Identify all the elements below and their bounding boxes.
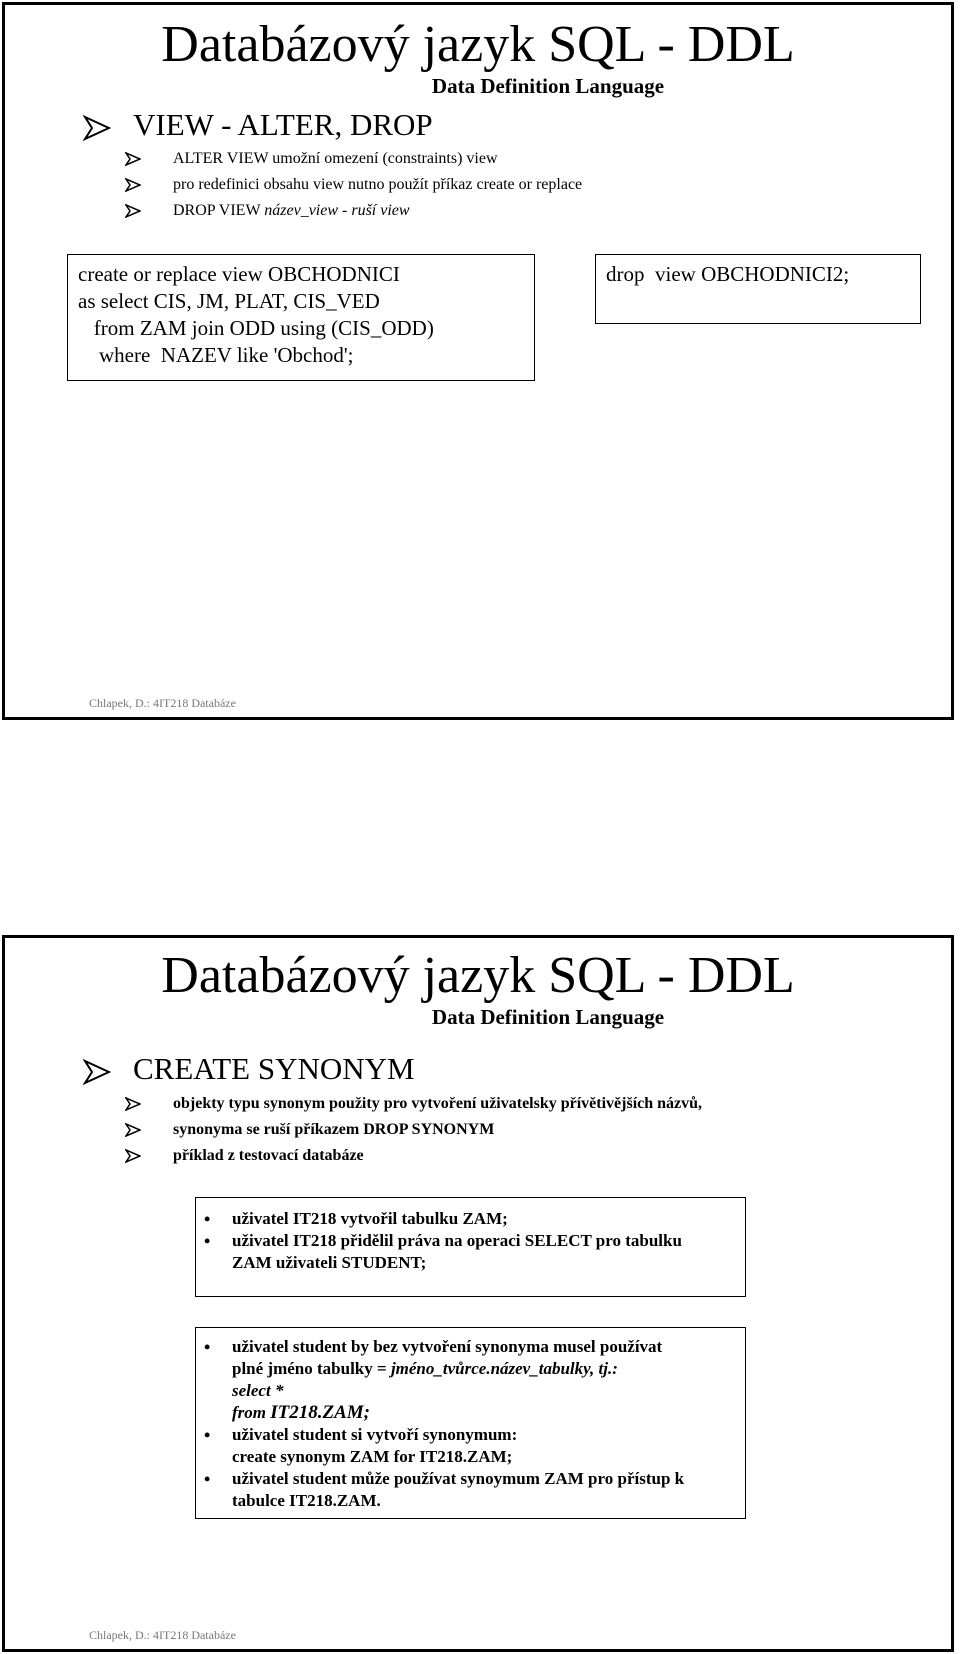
arrowhead-bullet-icon: [83, 115, 111, 141]
arrowhead-bullet-icon: [125, 178, 141, 192]
slide-view-alter-drop: Databázový jazyk SQL - DDL Data Definition Language VIEW - ALTER, DROP ALTER VIEW umožní omezení (constraints) view pro redefinici obsahu view nutno použít příkaz create or replace DROP VIEW název_view - ruší view create or replace view OBCHODNICI as select CIS, JM, PLAT, CIS_VED from ZAM join ODD using (CIS_ODD) where NAZEV like 'Obchod'; drop view OBCHODNICI2; Chlapek, D.: 4IT218 Databáze: [2, 2, 954, 720]
heading-bullet: [83, 107, 433, 142]
section-heading: CREATE SYNONYM: [133, 1051, 415, 1086]
arrowhead-bullet-icon: [125, 152, 141, 166]
student-synonym-box: • uživatel student by bez vytvoření synonyma musel používat plné jméno tabulky = jméno_tvůrce.název_tabulky, tj.: select * from IT218.ZAM; • uživatel student si vytvoří synonymum: create synonym ZAM for IT218.ZAM; • uživatel student může používat synoymum ZAM pro přístup k tabulce IT218.ZAM.: [195, 1327, 746, 1519]
section-heading: VIEW - ALTER, DROP: [133, 107, 433, 142]
code-drop-view: drop view OBCHODNICI2;: [595, 254, 921, 324]
slide-footer: Chlapek, D.: 4IT218 Databáze: [89, 696, 236, 710]
arrowhead-bullet-icon: [125, 1123, 141, 1137]
arrowhead-bullet-icon: [125, 1097, 141, 1111]
slide-create-synonym: Databázový jazyk SQL - DDL Data Definition Language CREATE SYNONYM objekty typu synonym použity pro vytvoření uživatelsky přívětivějších názvů, synonyma se ruší příkazem DROP SYNONYM příklad z testovací databáze • uživatel IT218 vytvořil tabulku ZAM; • uživatel IT218 přidělil práva na operaci SELECT pro tabulku ZAM uživateli STUDENT; • uživatel student by bez vytvoření synonyma musel používat plné jméno tabulky = jméno_tvůrce.název_tabulky, tj.: select * from IT218.ZAM; • uživatel student si vytvoří synonymum: create synonym ZAM for IT218.ZAM; • uživatel student může používat synoymum ZAM pro přístup k tabulce IT218.ZAM. Chlapek, D.: 4IT218 Databáze: [2, 935, 954, 1652]
slide-footer: Chlapek, D.: 4IT218 Databáze: [89, 1628, 236, 1642]
slide-subtitle: Data Definition Language: [431, 1005, 665, 1029]
creator-actions-box: • uživatel IT218 vytvořil tabulku ZAM; • uživatel IT218 přidělil práva na operaci SELECT pro tabulku ZAM uživateli STUDENT;: [195, 1197, 746, 1297]
slide-subtitle: Data Definition Language: [431, 74, 665, 98]
slide-title: Databázový jazyk SQL - DDL: [161, 16, 795, 73]
arrowhead-bullet-icon: [83, 1059, 111, 1085]
arrowhead-bullet-icon: [125, 204, 141, 218]
heading-bullet: [83, 1051, 415, 1086]
slide-title: Databázový jazyk SQL - DDL: [161, 947, 795, 1004]
code-create-view: create or replace view OBCHODNICI as select CIS, JM, PLAT, CIS_VED from ZAM join ODD using (CIS_ODD) where NAZEV like 'Obchod';: [67, 254, 535, 381]
arrowhead-bullet-icon: [125, 1149, 141, 1163]
